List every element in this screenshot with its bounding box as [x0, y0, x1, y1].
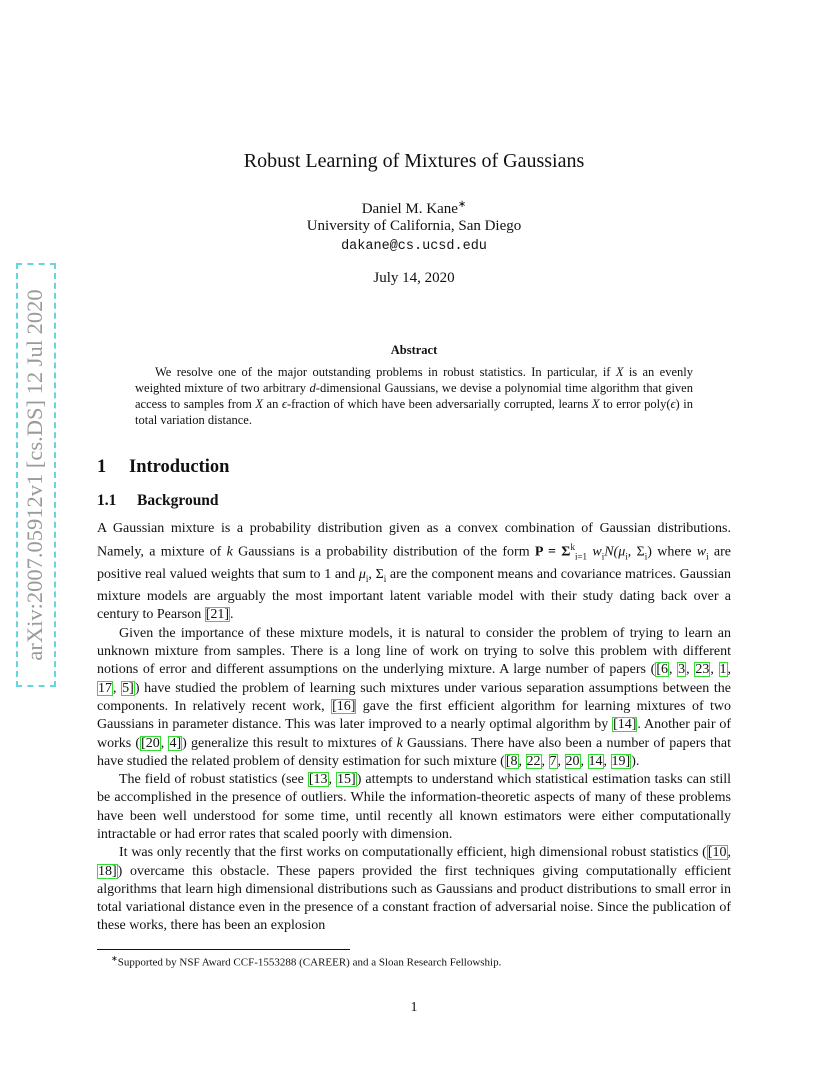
citation-link[interactable]: 23: [695, 662, 710, 678]
math-var: k: [396, 735, 403, 751]
paragraph-2: [97, 625, 731, 771]
citation-separator: ,: [710, 662, 719, 678]
math-sub: i: [644, 551, 648, 562]
math-var: k: [226, 544, 233, 560]
math-var: X: [591, 397, 600, 411]
citation-link[interactable]: [21]: [205, 607, 230, 623]
body-text: ) have studied the problem of learning such mixtures under various separation assumptions between the components. In relatively recent work,: [97, 680, 731, 714]
citation-link[interactable]: [13: [308, 772, 328, 788]
body-text: A Gaussian mixture is a probability distribution given as a convex combination of Gaussian distributions. Namely, a mixture of: [97, 521, 731, 560]
author-affiliation: University of California, San Diego: [306, 218, 522, 234]
citation-separator: ,: [668, 662, 678, 678]
math-var: , Σ: [627, 544, 645, 560]
body-text: ) generalize this result to mixtures of: [182, 735, 397, 751]
math-sub: i: [625, 551, 628, 562]
math-var: w: [587, 544, 602, 560]
math-sub: i: [383, 573, 387, 584]
math-var: μ: [358, 567, 366, 583]
citation-separator: ,: [686, 662, 695, 678]
section-heading-introduction: [97, 457, 229, 478]
citation-link[interactable]: 5]: [122, 680, 134, 696]
citation-link[interactable]: 20: [565, 753, 580, 769]
footnote: [111, 954, 731, 969]
citation-link[interactable]: [16]: [332, 698, 356, 714]
math-var: w: [696, 544, 707, 560]
body-text: are positive real valued weights that sum to 1 and: [97, 544, 731, 583]
citation-link[interactable]: [10: [707, 845, 727, 861]
citation-link[interactable]: 22: [526, 753, 541, 769]
math-sub: i=1: [574, 551, 588, 562]
section-title: Introduction: [129, 457, 230, 477]
abstract-text: ) in total variation distance.: [135, 397, 693, 427]
citation-link[interactable]: 18]: [98, 863, 117, 879]
paper-title: Robust Learning of Mixtures of Gaussians: [243, 150, 585, 172]
body-text: ) overcame this obstacle. These papers provided the first techniques giving computationally efficient algorithms that learn high dimensional distributions such as Gaussians and product distributions to small error in total variational distance even in the presence of a constant fraction of adversarial noise. Since the publication of these works, there has been an explosion: [97, 863, 731, 934]
citation-separator: ,: [518, 753, 526, 769]
body-text: ).: [631, 753, 640, 769]
arxiv-identifier[interactable]: arXiv:2007.05912v1 [cs.DS] 12 Jul 2020: [18, 265, 54, 685]
citation-separator: ,: [603, 753, 611, 769]
math-sup: k: [570, 542, 575, 553]
citation-separator: ,: [160, 735, 169, 751]
paper-date: July 14, 2020: [373, 270, 455, 286]
math-var: , Σ: [368, 567, 384, 583]
subsection-number: 1.1: [97, 492, 117, 509]
math-var: ϵ: [670, 397, 676, 411]
body-text: It was only recently that the first works on computationally efficient, high dimensional robust statistics (: [119, 845, 707, 861]
page-number: 1: [410, 1000, 418, 1015]
citation-link[interactable]: [6: [656, 662, 668, 678]
body-text: Gaussians is a probability distribution of the form: [232, 544, 535, 560]
author-name: Daniel M. Kane: [361, 201, 458, 217]
paragraph-1: [97, 520, 731, 625]
citation-separator: ,: [328, 772, 337, 788]
abstract-text: is an evenly weighted mixture of two arbitrary: [135, 365, 693, 395]
math-var: d: [309, 381, 316, 395]
citation-link[interactable]: 4]: [169, 735, 182, 751]
citation-link[interactable]: 7: [549, 753, 557, 769]
paragraph-3: [97, 771, 731, 844]
abstract-text: We resolve one of the major outstanding problems in robust statistics. In particular, if: [155, 365, 616, 379]
math-var: ϵ: [281, 397, 287, 411]
abstract-text: an: [263, 397, 282, 411]
citation-link[interactable]: [14]: [613, 717, 637, 733]
citation-separator: ,: [727, 845, 731, 861]
math-var: N(μ: [604, 544, 626, 560]
citation-link[interactable]: 3: [678, 662, 686, 678]
abstract-text: -dimensional Gaussians, we devise a polynomial time algorithm that given access to samples from: [135, 381, 693, 411]
citation-link[interactable]: 14: [588, 753, 603, 769]
formula-text: P = Σ: [534, 544, 571, 560]
citation-link[interactable]: [20: [141, 735, 160, 751]
subsection-title: Background: [137, 492, 219, 509]
math-var: X: [255, 397, 264, 411]
body-text: are the component means and covariance matrices. Gaussian mixture models are arguably the most important latent variable model with their study dating back over a century to Pearson: [97, 567, 731, 623]
author-footnote-mark[interactable]: ∗: [457, 199, 467, 210]
citation-link[interactable]: 17: [98, 680, 112, 696]
body-text: gave the first efficient algorithm for learning mixtures of two Gaussians in parameter distance. This was later improved to a nearly optimal algorithm by: [97, 698, 731, 733]
footnote-rule: [97, 949, 350, 950]
body-text: ) where: [647, 544, 697, 560]
citation-separator: ,: [541, 753, 549, 769]
paper-page: [97, 0, 731, 1072]
math-var: X: [615, 365, 624, 379]
citation-link[interactable]: 15]: [337, 772, 356, 788]
math-formula: [535, 545, 571, 560]
author-email: dakane@cs.ucsd.edu: [341, 239, 487, 254]
section-number: 1: [97, 457, 107, 477]
author-line: [97, 199, 731, 218]
body-text: .: [230, 607, 234, 623]
abstract-heading: Abstract: [390, 343, 438, 357]
body-text: The field of robust statistics (see: [119, 772, 308, 788]
abstract-text: -fraction of which have been adversarially corrupted, learns: [286, 397, 592, 411]
arxiv-stamp: [18, 265, 54, 685]
math-sub: i: [706, 551, 709, 562]
subsection-heading-background: [97, 492, 219, 510]
paragraph-4: [97, 844, 731, 935]
citation-separator: ,: [727, 662, 732, 678]
abstract-text: to error poly(: [599, 397, 671, 411]
body-text: ) attempts to understand which statistical estimation tasks can still be accomplished in the presence of outliers. While the information-theoretic aspects of many of these problems have been well understood for some time, until recently all known estimators were either computationally intractable or had error rates that scaled poorly with dimension.: [97, 772, 732, 842]
citation-separator: ,: [557, 753, 565, 769]
paper-body: [97, 520, 731, 936]
math-sub: i: [601, 551, 605, 562]
citation-link[interactable]: [8: [505, 753, 518, 769]
body-text: . Another pair of works (: [97, 717, 731, 751]
citation-link[interactable]: 19]: [611, 753, 631, 769]
math-sub: i: [365, 573, 369, 584]
body-text: Gaussians. There have also been a number of papers that have studied the related problem of density estimation for such mixture (: [97, 735, 732, 769]
citation-link[interactable]: 1: [719, 662, 727, 678]
footnote-text: Supported by NSF Award CCF-1553288 (CAREER) and a Sloan Research Fellowship.: [117, 956, 502, 969]
abstract-body: [135, 364, 693, 428]
body-text: Given the importance of these mixture models, it is natural to consider the problem of trying to learn an unknown mixture from samples. There is a long line of work on trying to solve this problem with different notions of error and different assumptions on the underlying mixture. A large number of papers (: [97, 625, 731, 678]
citation-separator: ,: [113, 680, 122, 696]
footnote-mark: ∗: [111, 954, 118, 963]
citation-separator: ,: [580, 753, 588, 769]
